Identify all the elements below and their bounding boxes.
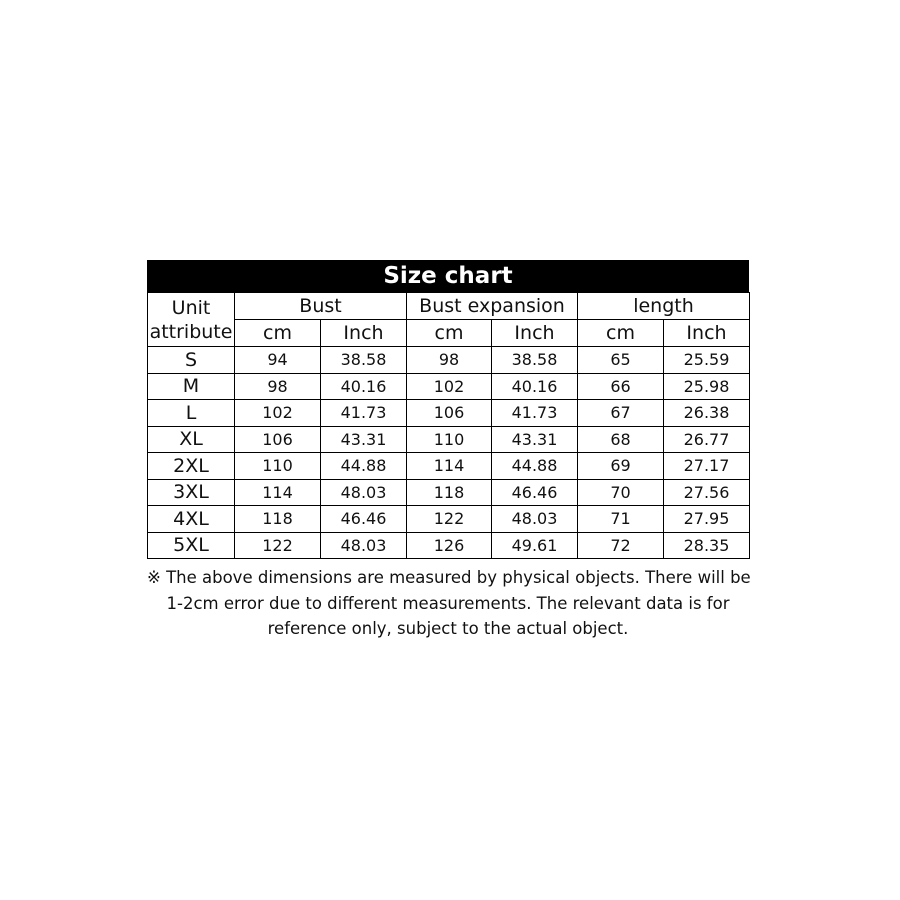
header-row-units	[148, 320, 750, 347]
value-cell: 27.95	[664, 506, 750, 533]
value-cell: 48.03	[321, 479, 407, 506]
note-line: reference only, subject to the actual object.	[267, 619, 629, 638]
group-header-bust-expansion: Bust expansion	[407, 293, 578, 320]
attribute-label: attribute	[149, 320, 233, 343]
header-row-groups	[148, 293, 750, 320]
size-cell: 5XL	[148, 532, 235, 559]
value-cell: 48.03	[492, 506, 578, 533]
table-row	[148, 400, 750, 427]
size-cell: 3XL	[148, 479, 235, 506]
value-cell: 25.59	[664, 347, 750, 374]
table-row	[148, 453, 750, 480]
measurement-note	[147, 565, 749, 642]
value-cell: 98	[407, 347, 492, 374]
value-cell: 27.56	[664, 479, 750, 506]
value-cell: 28.35	[664, 532, 750, 559]
value-cell: 72	[578, 532, 664, 559]
size-chart	[147, 260, 749, 642]
size-cell: XL	[148, 426, 235, 453]
value-cell: 114	[407, 453, 492, 480]
value-cell: 40.16	[321, 373, 407, 400]
size-cell: M	[148, 373, 235, 400]
value-cell: 46.46	[321, 506, 407, 533]
value-cell: 38.58	[321, 347, 407, 374]
value-cell: 102	[407, 373, 492, 400]
unit-label: Unit	[171, 296, 211, 319]
value-cell: 65	[578, 347, 664, 374]
unit-header: Inch	[492, 320, 578, 347]
value-cell: 94	[235, 347, 321, 374]
value-cell: 41.73	[492, 400, 578, 427]
value-cell: 40.16	[492, 373, 578, 400]
size-cell: L	[148, 400, 235, 427]
value-cell: 71	[578, 506, 664, 533]
value-cell: 106	[235, 426, 321, 453]
value-cell: 70	[578, 479, 664, 506]
value-cell: 106	[407, 400, 492, 427]
unit-header: Inch	[664, 320, 750, 347]
value-cell: 27.17	[664, 453, 750, 480]
unit-header: cm	[578, 320, 664, 347]
value-cell: 118	[235, 506, 321, 533]
unit-header: cm	[235, 320, 321, 347]
note-line: ※ The above dimensions are measured by physical objects. There will be	[147, 568, 751, 587]
value-cell: 25.98	[664, 373, 750, 400]
size-cell: 4XL	[148, 506, 235, 533]
value-cell: 122	[235, 532, 321, 559]
group-header-length: length	[578, 293, 750, 320]
value-cell: 44.88	[321, 453, 407, 480]
value-cell: 118	[407, 479, 492, 506]
note-line: 1-2cm error due to different measurements. The relevant data is for	[166, 593, 730, 613]
table-row	[148, 373, 750, 400]
unit-header: Inch	[321, 320, 407, 347]
value-cell: 43.31	[321, 426, 407, 453]
group-header-bust: Bust	[235, 293, 407, 320]
value-cell: 26.77	[664, 426, 750, 453]
value-cell: 67	[578, 400, 664, 427]
value-cell: 126	[407, 532, 492, 559]
value-cell: 41.73	[321, 400, 407, 427]
value-cell: 114	[235, 479, 321, 506]
value-cell: 48.03	[321, 532, 407, 559]
value-cell: 110	[407, 426, 492, 453]
unit-attribute-header	[148, 293, 235, 347]
value-cell: 102	[235, 400, 321, 427]
size-cell: S	[148, 347, 235, 374]
value-cell: 38.58	[492, 347, 578, 374]
unit-header: cm	[407, 320, 492, 347]
table-row	[148, 347, 750, 374]
table-row	[148, 479, 750, 506]
value-cell: 49.61	[492, 532, 578, 559]
chart-title: Size chart	[147, 260, 749, 292]
value-cell: 66	[578, 373, 664, 400]
value-cell: 69	[578, 453, 664, 480]
value-cell: 110	[235, 453, 321, 480]
table-row	[148, 426, 750, 453]
table-row	[148, 532, 750, 559]
value-cell: 68	[578, 426, 664, 453]
value-cell: 98	[235, 373, 321, 400]
value-cell: 26.38	[664, 400, 750, 427]
value-cell: 46.46	[492, 479, 578, 506]
value-cell: 44.88	[492, 453, 578, 480]
value-cell: 122	[407, 506, 492, 533]
size-table	[147, 292, 750, 559]
value-cell: 43.31	[492, 426, 578, 453]
table-row	[148, 506, 750, 533]
size-cell: 2XL	[148, 453, 235, 480]
